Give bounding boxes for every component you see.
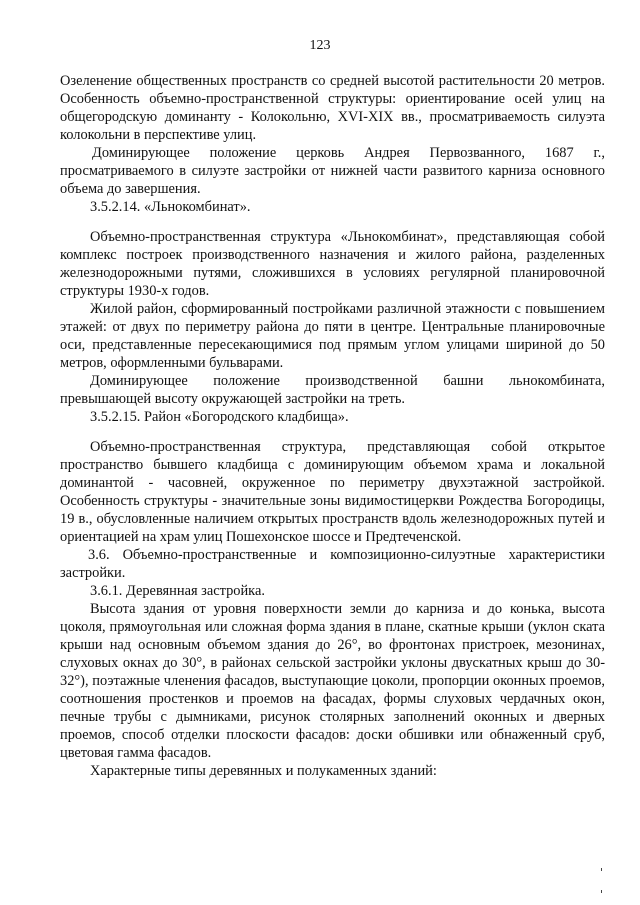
heading-3-6-1: 3.6.1. Деревянная застройка.: [90, 583, 265, 599]
document-body: [60, 72, 605, 780]
scan-mark: [601, 890, 602, 893]
paragraph-building-types: Характерные типы деревянных и полукаменных зданий:: [90, 763, 437, 779]
paragraph-wooden-buildings: Высота здания от уровня поверхности земли до карниза и до конька, высота цоколя, прямоугольная или сложная форма здания в плане, скатные крыши (уклон ската крыши над основным объемом здания до 26°, во фронтонах пристроек, мезонинах, слуховых окнах до 30°, в районах сельской застройки уклоны двускатных крыш до 30-32°), поэтажные членения фасадов, выступающие цоколи, пропорции оконных проемов, соотношения простенков и проемов на фасадах, формы слуховых чердачных окон, печные трубы с дымниками, рисунок столярных заполнений оконных и дверных проемов, способ отделки плоскости фасадов: доски обшивки или обнаженный сруб, цветовая гамма фасадов.: [60, 601, 605, 761]
paragraph-cemetery-structure: Объемно-пространственная структура, представляющая собой открытое пространство бывшего кладбища с доминирующим объемом храма и локальной доминантой - часовней, окруженное по периметру двухэтажной застройкой. Особенность структуры - значительные зоны видимостицеркви Рождества Богородицы, 19 в., обусловленные наличием открытых пространств вдоль железнодорожных путей и ориентацией на храм улиц Пошехонское шоссе и Предтеченской.: [60, 439, 605, 545]
paragraph-residential-district: Жилой район, сформированный постройками различной этажности с повышением этажей: от двух по периметру района до пяти в центре. Центральные планировочные оси, представленные пересекающимися под прямым углом улицами шириной до 50 метров, оформленными бульварами.: [60, 301, 605, 371]
heading-3-6: 3.6. Объемно-пространственные и композиционно-силуэтные характеристики застройки.: [60, 547, 605, 581]
heading-3-5-2-14: 3.5.2.14. «Льнокомбинат».: [90, 199, 251, 215]
paragraph-flax-tower: Доминирующее положение производственной башни льнокомбината, превышающей высоту окружающей застройки на треть.: [60, 373, 605, 407]
page-number: 123: [309, 38, 331, 53]
heading-3-5-2-15: 3.5.2.15. Район «Богородского кладбища».: [90, 409, 349, 425]
scan-mark: [601, 868, 602, 871]
paragraph-dominant-church: Доминирующее положение церковь Андрея Первозванного, 1687 г., просматриваемого в силуэте застройки от нижней части развитого карниза основного объема до завершения.: [60, 145, 605, 197]
paragraph-flax-structure: Объемно-пространственная структура «Льнокомбинат», представляющая собой комплекс построек производственного назначения и жилого района, разделенных железнодорожными путями, сложившихся в условиях регулярной планировочной структуры 1930-х годов.: [60, 229, 605, 299]
paragraph-greening: Озеленение общественных пространств со средней высотой растительности 20 метров. Особенность объемно-пространственной структуры: ориентирование осей улиц на общегородскую доминанту - Колокольню, XVI-XIX вв., просматриваемость силуэта колокольни в перспективе улиц.: [60, 73, 605, 143]
